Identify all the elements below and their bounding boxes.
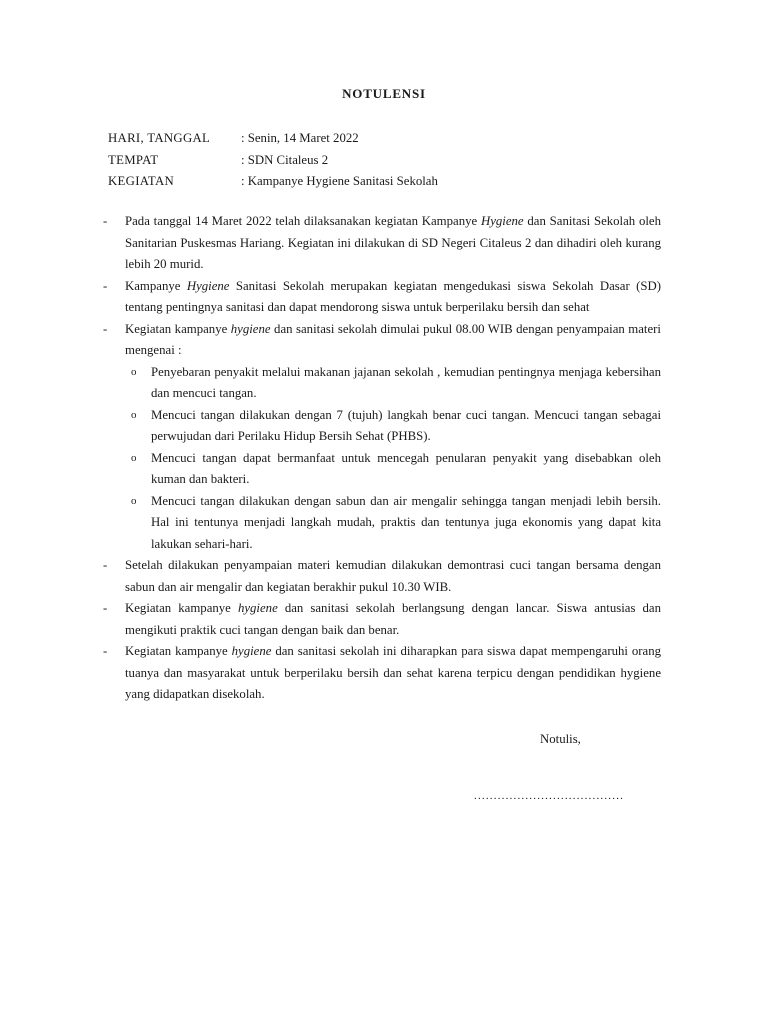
info-label: KEGIATAN [108,174,175,188]
item-text: Kegiatan kampanye [125,601,238,615]
item-text: Kegiatan kampanye [125,644,232,658]
sub-list-item [0,448,661,491]
item-text: dan sanitasi sekolah dimulai pukul 08.00 WIB dengan penyampaian materi mengenai : [125,321,661,357]
dash-marker: - [103,558,108,572]
item-text-italic: hygiene [237,601,278,615]
signer-label: Notulis, [540,732,581,746]
info-value: : SDN Citaleus 2 [241,152,329,167]
item-text: Sanitasi Sekolah merupakan kegiatan mengedukasi siswa Sekolah Dasar (SD) tentang pentingnya sanitasi dan dapat mendorong siswa untuk berperilaku bersih dan sehat [125,278,661,314]
bullet-marker: o [131,451,137,464]
sub-list-item [0,491,661,556]
item-text: dan sanitasi sekolah ini diharapkan para siswa dapat mempengaruhi orang tuanya dan masyarakat untuk berperilaku bersih dan sehat karena terpicu dengan pendidikan hygiene yang didapatkan disekolah. [125,644,661,701]
item-text: dan sanitasi sekolah berlangsung dengan lancar. Siswa antusias dan mengikuti praktik cuci tangan dengan baik dan benar. [125,601,661,637]
signature-line: ...................................... [474,790,625,802]
item-text-italic: hygiene [230,321,271,336]
dash-marker: - [103,601,108,615]
sub-list-item [0,405,661,448]
sub-item-text: Penyebaran penyakit melalui makanan jajanan sekolah , kemudian pentingnya menjaga kebersihan dan mencuci tangan. [151,364,661,400]
sub-item-text: Mencuci tangan dapat bermanfaat untuk mencegah penularan penyakit yang disebabkan oleh kuman dan bakteri. [151,450,661,486]
info-label: TEMPAT [108,152,159,167]
dash-marker: - [103,321,108,336]
list-item [0,211,661,276]
sub-item-text: Mencuci tangan dilakukan dengan 7 (tujuh) langkah benar cuci tangan. Mencuci tangan sebagai perwujudan dari Perilaku Hidup Bersih Sehat (PHBS). [151,407,661,443]
info-block [108,128,708,193]
info-label: HARI, TANGGAL [108,131,211,145]
list-item [0,319,661,362]
item-text-italic: hygiene [231,644,272,658]
info-row-activity [108,171,708,193]
notes-body [0,211,768,706]
bullet-marker: o [131,408,137,421]
info-value: : Kampanye Hygiene Sanitasi Sekolah [241,174,438,188]
info-value: : Senin, 14 Maret 2022 [241,131,359,145]
list-item [0,641,661,706]
item-text: Setelah dilakukan penyampaian materi kemudian dilakukan demontrasi cuci tangan bersama dengan sabun dan air mengalir dan kegiatan berakhir pukul 10.30 WIB. [125,558,661,594]
info-row-place [108,150,708,172]
list-item [0,598,661,641]
dash-marker: - [103,278,108,293]
item-text: Kampanye [125,278,187,293]
bullet-marker: o [131,494,137,507]
bullet-marker: o [131,365,137,378]
dash-marker: - [103,214,108,228]
list-item [0,555,661,598]
sub-item-text: Mencuci tangan dilakukan dengan sabun dan air mengalir sehingga tangan menjadi lebih bersih. Hal ini tentunya menjadi langkah mudah, praktis dan tentunya juga ekonomis yang dapat kita lakukan sehari-hari. [151,493,661,551]
list-item [0,276,661,319]
sub-list-item [0,362,661,405]
item-text: Kegiatan kampanye [125,321,231,336]
item-text-italic: Hygiene [186,278,230,293]
document-title: NOTULENSI [342,86,426,101]
item-text: Pada tanggal 14 Maret 2022 telah dilaksanakan kegiatan Kampanye [125,214,481,228]
item-text: dan Sanitasi Sekolah oleh Sanitarian Puskesmas Hariang. Kegiatan ini dilakukan di SD Negeri Citaleus 2 dan dihadiri oleh kurang lebih 20 murid. [125,214,661,271]
info-row-date [108,128,708,150]
dash-marker: - [103,644,108,658]
item-text-italic: Hygiene [480,214,524,228]
